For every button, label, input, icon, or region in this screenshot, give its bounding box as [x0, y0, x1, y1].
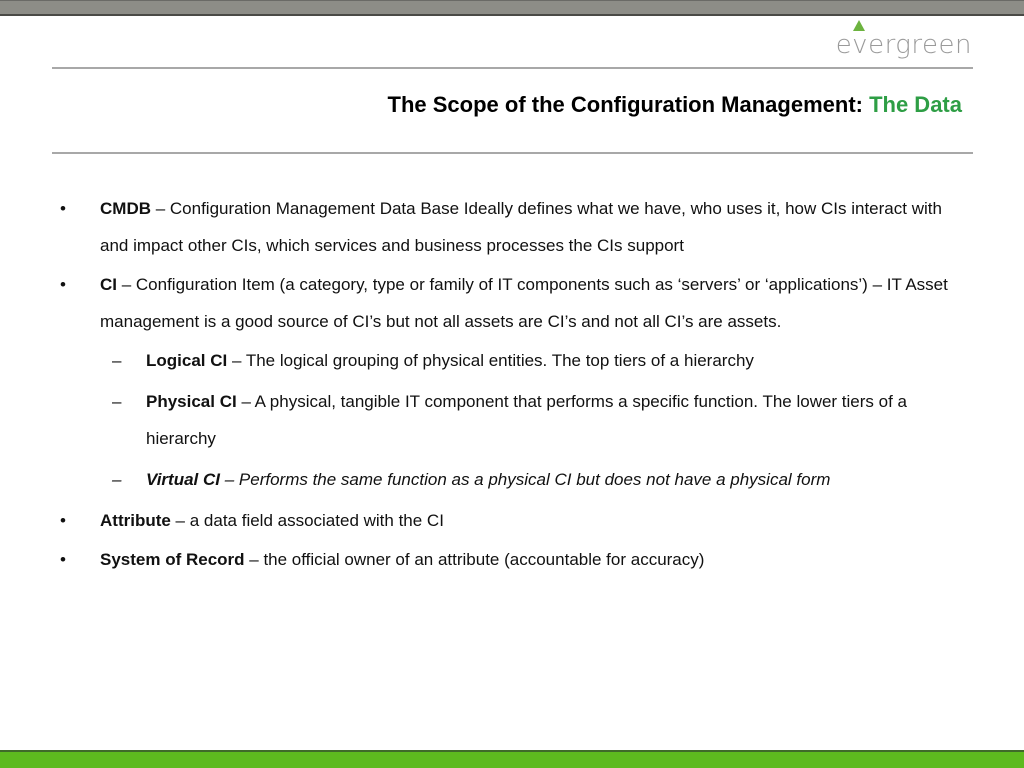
term: Logical CI — [146, 351, 228, 370]
logo-text: evergreen — [835, 30, 972, 60]
triangle-icon — [853, 20, 865, 31]
definition: – Configuration Item (a category, type or family of IT components such as ‘servers’ or ‘applications’) – IT Asset management is a good source of CI’s but not all assets are CI’s and not all CI’s are assets. — [100, 275, 948, 331]
definition: – A physical, tangible IT component that performs a specific function. The lower tiers of a hierarchy — [146, 392, 907, 448]
dash-icon: – — [112, 392, 122, 411]
title-accent: The Data — [869, 92, 962, 117]
bullet-icon: • — [60, 199, 66, 218]
term: Physical CI — [146, 392, 237, 411]
definition: – Configuration Management Data Base Ideally defines what we have, who uses it, how CIs interact with and impact other CIs, which services and business processes the CIs support — [100, 199, 942, 255]
bullet-list — [58, 190, 958, 580]
definition: – The logical grouping of physical entities. The top tiers of a hierarchy — [227, 351, 754, 370]
bullet-icon: • — [60, 275, 66, 294]
evergreen-logo — [836, 20, 972, 60]
header-divider-bottom — [52, 152, 973, 154]
bullet-icon: • — [60, 550, 66, 569]
dash-icon: – — [112, 351, 122, 370]
term: CI — [100, 275, 117, 294]
term: System of Record — [100, 550, 245, 569]
header-divider-top — [52, 67, 973, 69]
dash-icon: – — [112, 470, 122, 489]
bullet-item-cmdb — [58, 190, 958, 264]
sub-item-virtual-ci — [58, 461, 958, 498]
bullet-item-attribute — [58, 502, 958, 539]
definition: – the official owner of an attribute (accountable for accuracy) — [244, 550, 705, 569]
bottom-bar — [0, 750, 1024, 768]
slide-title — [388, 92, 962, 118]
bullet-item-system-of-record — [58, 541, 958, 578]
bullet-icon: • — [60, 511, 66, 530]
sub-item-physical-ci — [58, 383, 958, 457]
term: CMDB — [100, 199, 151, 218]
bullet-item-ci — [58, 266, 958, 340]
term: Virtual CI — [146, 470, 220, 489]
title-main: The Scope of the Configuration Management: — [387, 92, 870, 117]
definition: – Performs the same function as a physical CI but does not have a physical form — [220, 470, 831, 489]
sub-item-logical-ci — [58, 342, 958, 379]
definition: – a data field associated with the CI — [170, 511, 444, 530]
top-bar — [0, 0, 1024, 16]
term: Attribute — [100, 511, 171, 530]
